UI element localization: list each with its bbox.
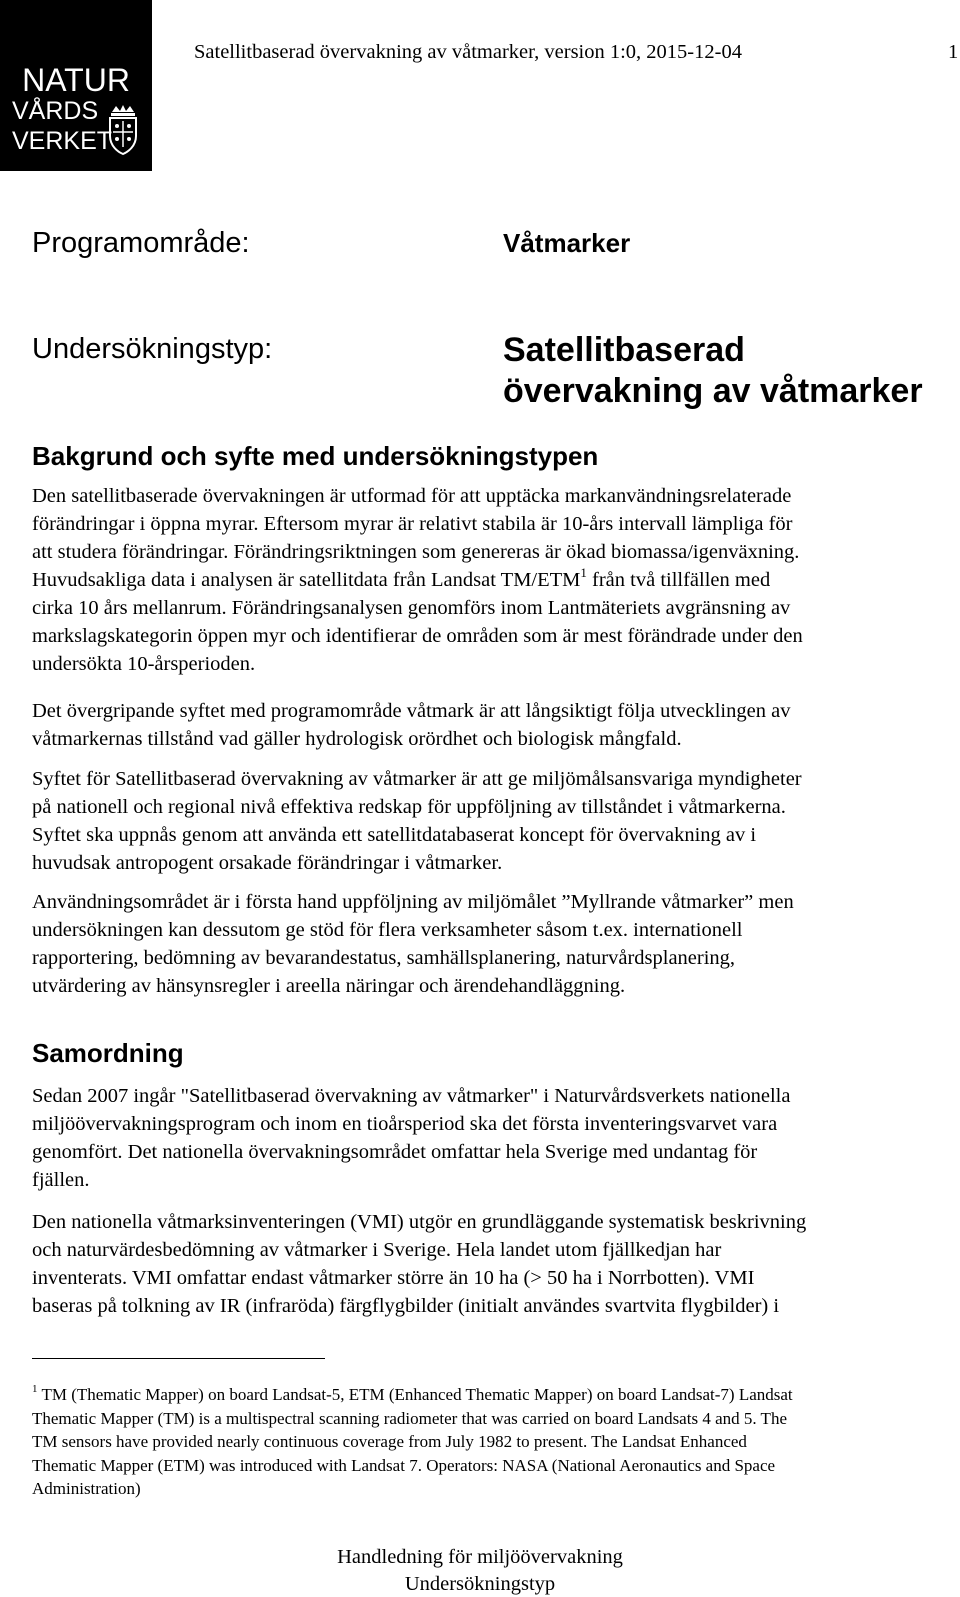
samordning-paragraph-1	[32, 1082, 960, 1194]
text-line: Den nationella våtmarksinventeringen (VMI) utgör en grundläggande systematisk beskrivning	[32, 1211, 807, 1233]
footnote-line: TM sensors have provided nearly continuous coverage from July 1982 to present. The Landsat Enhanced	[32, 1432, 747, 1451]
text-line: på nationell och regional nivå effektiva redskap för uppföljning av tillståndet i våtmarkerna.	[32, 796, 786, 818]
footnote-line: Thematic Mapper (TM) is a multispectral scanning radiometer that was carried on board Landsats 4 and 5. The	[32, 1408, 787, 1428]
footnote-line: Thematic Mapper (ETM) was introduced with Landsat 7. Operators: NASA (National Aeronautics and Space	[32, 1455, 776, 1475]
text-segment: från två tillfällen med	[586, 569, 771, 591]
naturvardsverket-logo	[0, 0, 152, 171]
survey-type-value-line2: övervakning av våtmarker	[503, 372, 923, 410]
logo-line-natur: NATUR	[22, 62, 130, 98]
text-line-with-footnote	[32, 566, 960, 594]
bakgrund-paragraph-3	[32, 765, 960, 877]
text-line: inventerats. VMI omfattar endast våtmarker större än 10 ha (> 50 ha i Norrbotten). VMI	[32, 1267, 755, 1289]
text-line: huvudsak antropogent orsakade förändringar i våtmarker.	[32, 852, 503, 874]
running-header: Satellitbaserad övervakning av våtmarker, version 1:0, 2015-12-04	[194, 41, 742, 63]
bakgrund-paragraph-1	[32, 482, 960, 678]
survey-type-value-line1: Satellitbaserad	[503, 331, 745, 369]
footnote-separator	[32, 1358, 325, 1359]
logo-line-vards: VÅRDS	[12, 97, 99, 125]
footer-line-1: Handledning för miljöövervakning	[337, 1546, 623, 1568]
program-area-value: Våtmarker	[503, 228, 631, 258]
text-line: undersökningen kan dessutom ge stöd för flera verksamheter såsom t.ex. internationell	[32, 919, 743, 941]
text-line: Syftet för Satellitbaserad övervakning av våtmarker är att ge miljömålsansvariga myndigheter	[32, 768, 802, 790]
text-line: Sedan 2007 ingår "Satellitbaserad övervakning av våtmarker" i Naturvårdsverkets nationella	[32, 1085, 791, 1107]
crown-shield-icon	[104, 104, 142, 156]
footnote-line: Administration)	[32, 1479, 141, 1498]
page-number: 1	[948, 41, 959, 63]
text-line: genomfört. Det nationella övervakningsområdet omfattar hela Sverige med undantag för	[32, 1141, 758, 1163]
section-heading-bakgrund: Bakgrund och syfte med undersökningstypen	[32, 441, 599, 471]
text-line: Användningsområdet är i första hand uppföljning av miljömålet ”Myllrande våtmarker” men	[32, 891, 794, 913]
logo-line-verket: VERKET	[12, 127, 113, 155]
text-line: baseras på tolkning av IR (infraröda) färgflygbilder (initialt användes svartvita flygbilder) i	[32, 1295, 780, 1317]
footnote-line	[32, 1383, 960, 1407]
section-heading-samordning: Samordning	[32, 1038, 184, 1068]
footer-line-2: Undersökningstyp	[404, 1573, 556, 1595]
text-line: undersökta 10-årsperioden.	[32, 653, 256, 675]
bakgrund-paragraph-4	[32, 888, 960, 1000]
text-line: att studera förändringar. Förändringsriktningen som genereras är ökad biomassa/igenväxning.	[32, 541, 800, 563]
text-line: våtmarkernas tillstånd vad gäller hydrologisk orördhet och biologisk mångfald.	[32, 728, 682, 750]
text-line: Syftet ska uppnås genom att använda ett satellitdatabaserat koncept för övervakning av i	[32, 824, 757, 846]
text-line: rapportering, bedömning av bevarandestatus, samhällsplanering, naturvårdsplanering,	[32, 947, 736, 969]
text-line: fjällen.	[32, 1169, 90, 1191]
footnote-marker: 1	[32, 1383, 38, 1395]
text-line: och naturvärdesbedömning av våtmarker i Sverige. Hela landet utom fjällkedjan har	[32, 1239, 722, 1261]
program-area-label: Programområde:	[32, 227, 250, 259]
text-line: cirka 10 års mellanrum. Förändringsanalysen genomförs inom Lantmäteriets avgränsning av	[32, 597, 791, 619]
footnote-ref[interactable]: 1	[580, 565, 587, 580]
text-line: markslagskategorin öppen myr och identifierar de områden som är mest förändrade under den	[32, 625, 803, 647]
text-line: förändringar i öppna myrar. Eftersom myrar är relativt stabila är 10-års intervall lämpliga för	[32, 513, 793, 535]
survey-type-label: Undersökningstyp:	[32, 333, 273, 365]
footnote	[32, 1383, 960, 1501]
text-line: utvärdering av hänsynsregler i areella näringar och ärendehandläggning.	[32, 975, 626, 997]
text-segment: Huvudsakliga data i analysen är satellitdata från Landsat TM/ETM	[32, 569, 581, 591]
text-line: miljöövervakningsprogram och inom en tioårsperiod ska det första inventeringsvarvet vara	[32, 1113, 778, 1135]
samordning-paragraph-2	[32, 1208, 960, 1320]
text-line: Den satellitbaserade övervakningen är utformad för att upptäcka markanvändningsrelaterade	[32, 485, 792, 507]
bakgrund-paragraph-2	[32, 697, 960, 753]
text-segment: TM (Thematic Mapper) on board Landsat-5, ETM (Enhanced Thematic Mapper) on board Landsat-7) Landsat	[37, 1385, 793, 1404]
text-line: Det övergripande syftet med programområde våtmark är att långsiktigt följa utvecklingen av	[32, 700, 791, 722]
